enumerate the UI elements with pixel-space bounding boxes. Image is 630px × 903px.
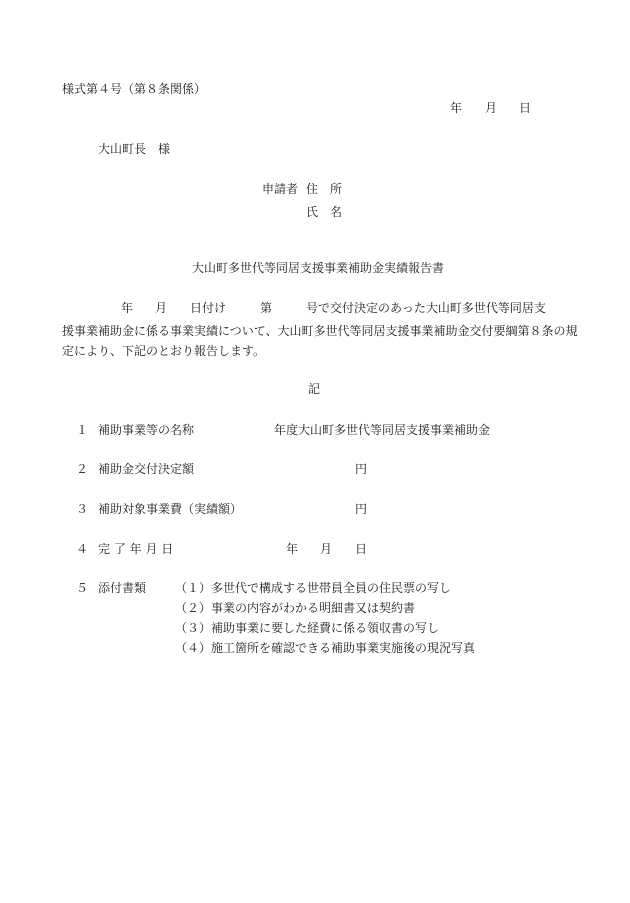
- item-2-label: 補助金交付決定額: [98, 462, 195, 476]
- body-year: 年: [121, 301, 134, 315]
- body-no: 第: [260, 301, 273, 315]
- item-1-number: １: [76, 423, 89, 437]
- item-3-label: 補助対象事業費（実績額）: [98, 502, 243, 516]
- attachment-1: （１）多世代で構成する世帯員全員の住民票の写し: [175, 581, 452, 595]
- item-5-number: ５: [76, 581, 89, 595]
- body-line2: 援事業補助金に係る事業実績について、大山町多世代等同居支援事業補助金交付要綱第８条の規: [62, 324, 578, 338]
- document-title: 大山町多世代等同居支援事業補助金実績報告書: [192, 261, 445, 275]
- address-label: 住 所: [306, 182, 343, 196]
- applicant-label: 申請者: [262, 182, 299, 196]
- item-3-number: ３: [76, 502, 89, 516]
- ki-heading: 記: [308, 382, 321, 396]
- date-month-label: 月: [485, 101, 498, 115]
- item-4-month: 月: [320, 542, 333, 556]
- item-1-label: 補助事業等の名称: [98, 423, 195, 437]
- item-2-number: ２: [76, 462, 89, 476]
- item-3-value: 円: [355, 502, 368, 516]
- item-4-year: 年: [286, 542, 299, 556]
- body-dated: 日付け: [190, 301, 227, 315]
- body-line1-rest: 号で交付決定のあった大山町多世代等同居支: [306, 301, 546, 315]
- attachment-4: （４）施工箇所を確認できる補助事業実施後の現況写真: [175, 641, 476, 655]
- item-4-number: ４: [76, 542, 89, 556]
- date-year-label: 年: [450, 101, 463, 115]
- item-2-value: 円: [355, 462, 368, 476]
- item-4-day: 日: [355, 542, 368, 556]
- body-line3: 定により、下記のとおり報告します。: [62, 344, 266, 358]
- body-month: 月: [155, 301, 168, 315]
- attachment-2: （２）事業の内容がわかる明細書又は契約書: [175, 601, 416, 615]
- item-4-label: 完 了 年 月 日: [98, 542, 174, 556]
- date-day-label: 日: [519, 101, 532, 115]
- addressee: 大山町長 様: [98, 142, 171, 156]
- name-label: 氏 名: [306, 205, 343, 219]
- form-number: 様式第４号（第８条関係）: [62, 82, 207, 96]
- attachment-3: （３）補助事業に要した経費に係る領収書の写し: [175, 621, 440, 635]
- item-5-label: 添付書類: [98, 581, 147, 595]
- item-1-value: 年度大山町多世代等同居支援事業補助金: [274, 423, 491, 437]
